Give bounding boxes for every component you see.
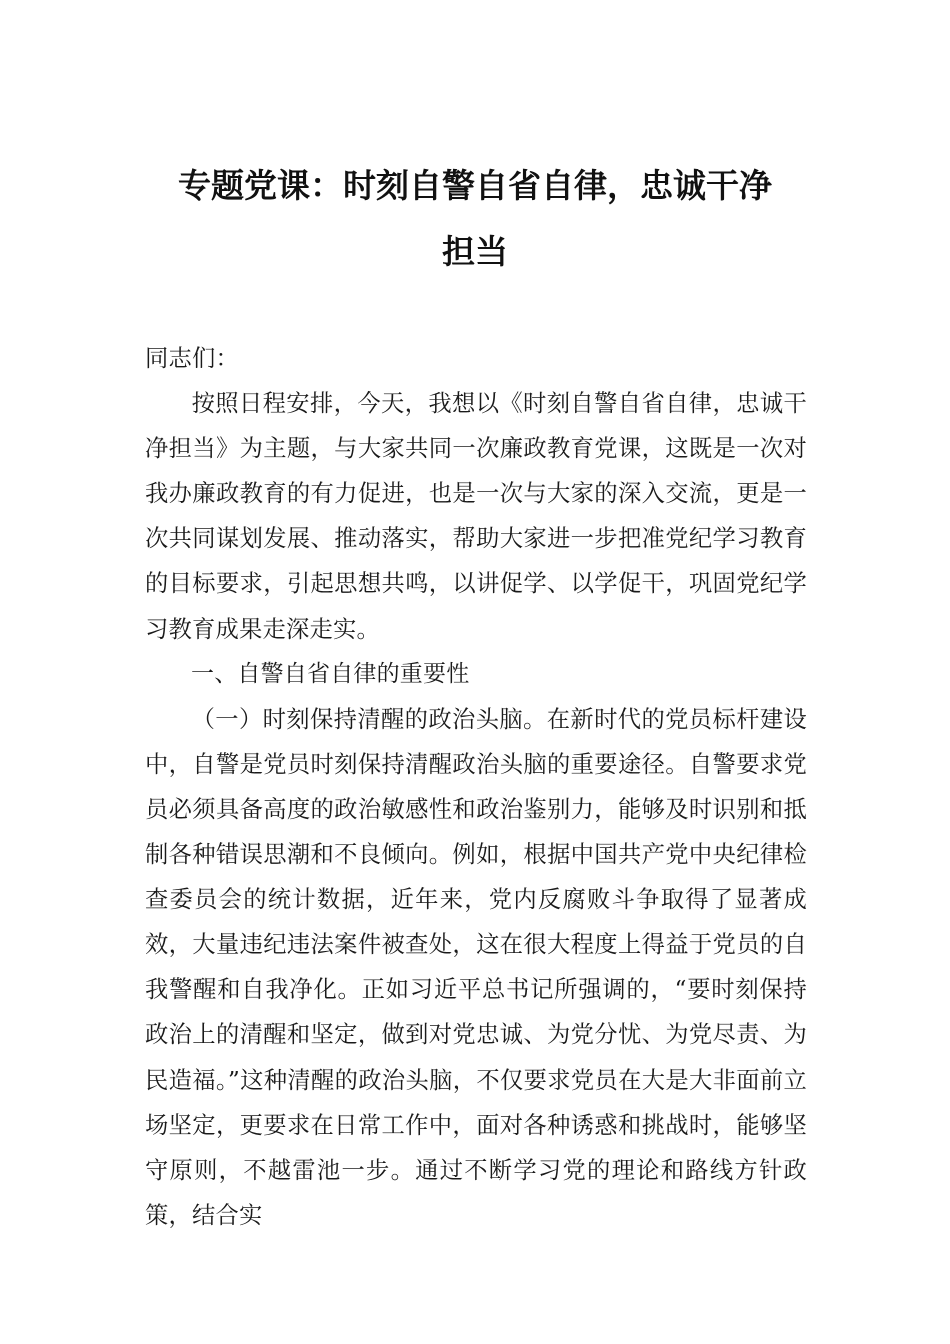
salutation: 同志们： [145,345,239,372]
document-title-line-2: 担当 [442,232,508,271]
document-body [145,336,807,1238]
document-title-line-1: 专题党课：时刻自警自省自律，忠诚干净 [178,166,772,205]
subsection-paragraph: （一）时刻保持清醒的政治头脑。在新时代的党员标杆建设中，自警是党员时刻保持清醒政治头脑的重要途径。自警要求党员必须具备高度的政治敏感性和政治鉴别力，能够及时识别和抵制各种错误思潮和不良倾向。例如，根据中国共产党中央纪律检查委员会的统计数据，近年来，党内反腐败斗争取得了显著成效，大量违纪违法案件被查处，这在很大程度上得益于党员的自我警醒和自我净化。正如习近平总书记所强调的，“要时刻保持政治上的清醒和坚定，做到对党忠诚、为党分忧、为党尽责、为民造福。”这种清醒的政治头脑，不仅要求党员在大是大非面前立场坚定，更要求在日常工作中，面对各种诱惑和挑战时，能够坚守原则，不越雷池一步。通过不断学习党的理论和路线方针政策，结合实 [145,705,807,1229]
section-heading: 一、自警自省自律的重要性 [191,660,470,687]
intro-paragraph: 按照日程安排，今天，我想以《时刻自警自省自律，忠诚干净担当》为主题，与大家共同一次廉政教育党课，这既是一次对我办廉政教育的有力促进，也是一次与大家的深入交流，更是一次共同谋划发展、推动落实，帮助大家进一步把准党纪学习教育的目标要求，引起思想共鸣，以讲促学、以学促干，巩固党纪学习教育成果走深走实。 [145,390,807,643]
